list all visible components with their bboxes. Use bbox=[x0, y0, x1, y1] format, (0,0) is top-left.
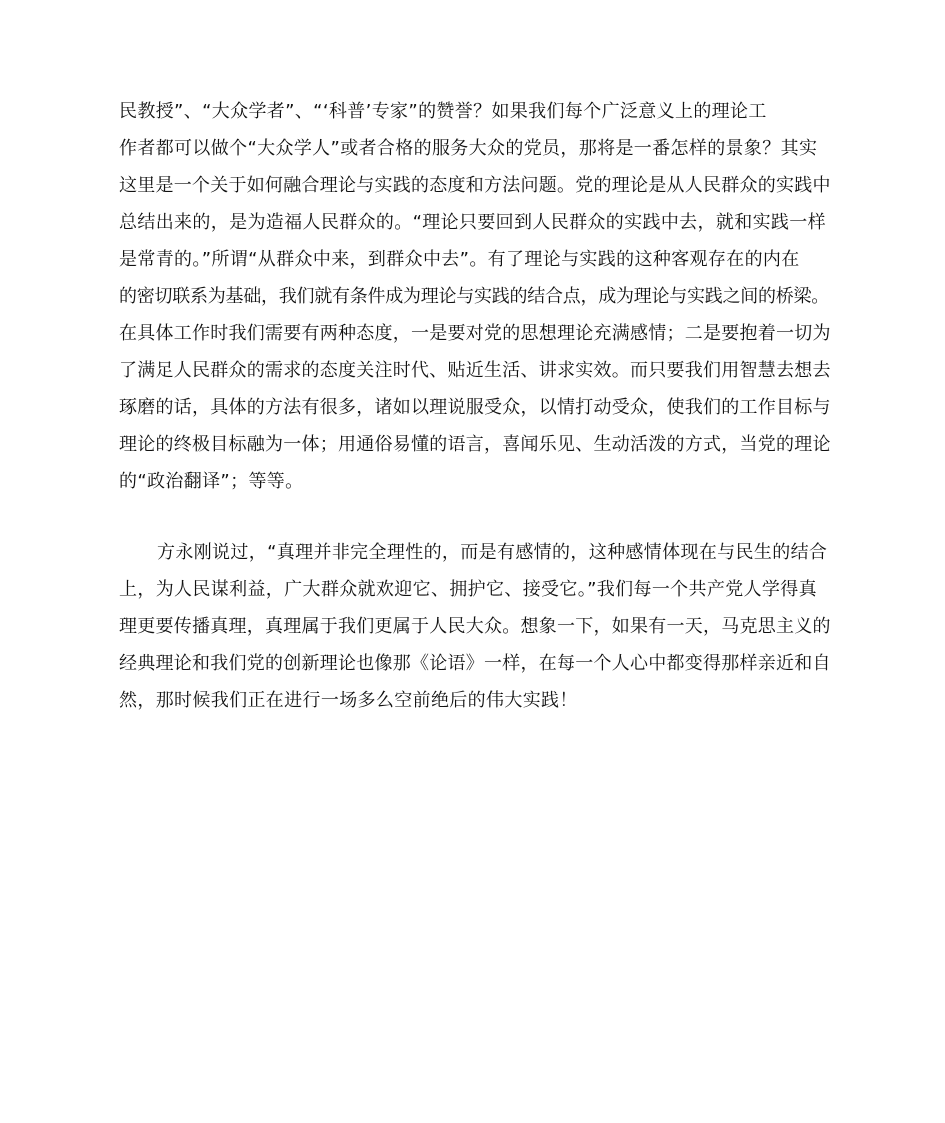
text-line: 的密切联系为基础，我们就有条件成为理论与实践的结合点，成为理论与实践之间的桥梁。 bbox=[119, 286, 829, 307]
text-line: 方永刚说过，“真理并非完全理性的，而是有感情的，这种感情体现在与民生的结合 bbox=[157, 542, 828, 563]
text-line: 民教授”、“大众学者”、“‘科普’专家”的赞誉？如果我们每个广泛意义上的理论工 bbox=[119, 101, 767, 122]
text-line: 总结出来的，是为造福人民群众的。“理论只要回到人民群众的实践中去，就和实践一样 bbox=[119, 212, 826, 233]
text-line: 作者都可以做个“大众学人”或者合格的服务大众的党员，那将是一番怎样的景象？其实 bbox=[119, 138, 818, 159]
text-line: 这里是一个关于如何融合理论与实践的态度和方法问题。党的理论是从人民群众的实践中 bbox=[119, 175, 831, 196]
text-line: 理论的终极目标融为一体；用通俗易懂的语言，喜闻乐见、生动活泼的方式，当党的理论 bbox=[119, 434, 831, 455]
text-line: 经典理论和我们党的创新理论也像那《论语》一样，在每一个人心中都变得那样亲近和自 bbox=[119, 653, 831, 674]
text-line: 上，为人民谋利益，广大群众就欢迎它、拥护它、接受它。”我们每一个共产党人学得真 bbox=[119, 579, 817, 600]
text-line: 是常青的。”所谓“从群众中来，到群众中去”。有了理论与实践的这种客观存在的内在 bbox=[119, 249, 800, 270]
text-line: 理更要传播真理，真理属于我们更属于人民大众。想象一下，如果有一天，马克思主义的 bbox=[119, 616, 831, 637]
text-line: 的“政治翻译”；等等。 bbox=[119, 471, 304, 492]
text-line: 在具体工作时我们需要有两种态度，一是要对党的思想理论充满感情；二是要抱着一切为 bbox=[119, 323, 831, 344]
text-line: 然，那时候我们正在进行一场多么空前绝后的伟大实践！ bbox=[119, 690, 578, 711]
text-line: 琢磨的话，具体的方法有很多，诸如以理说服受众，以情打动受众，使我们的工作目标与 bbox=[119, 397, 831, 418]
text-line: 了满足人民群众的需求的态度关注时代、贴近生活、讲求实效。而只要我们用智慧去想去 bbox=[119, 360, 831, 381]
